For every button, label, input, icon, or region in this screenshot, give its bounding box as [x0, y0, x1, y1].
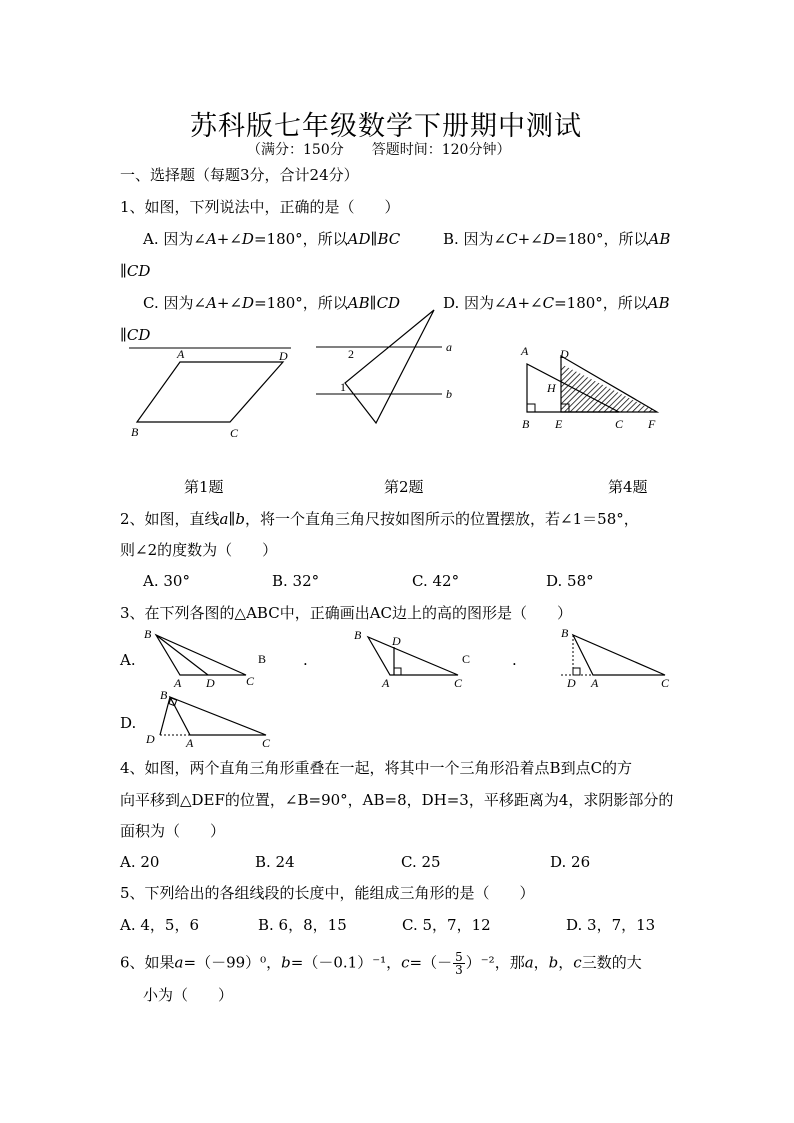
q3-stem: 3、在下列各图的△ABC中，正确画出AC边上的高的图形是（ ） — [120, 604, 573, 622]
q2-option-b: B. 32° — [272, 572, 320, 590]
q3d-label-a: A — [186, 736, 194, 750]
q2-stem-line1: 2、如图，直线a∥b，将一个直角三角尺按如图所示的位置摆放，若∠1＝58°， — [120, 510, 639, 528]
fig4-label-c: C — [615, 417, 624, 431]
q3-option-d-label: D. — [120, 714, 137, 732]
q6-fraction: $\frac{5}{3}$ — [455, 950, 463, 977]
q1-option-d-cont: ∥CD — [120, 326, 151, 344]
q3b-option-c-label: C — [462, 652, 471, 666]
q3b-label-c: C — [454, 676, 463, 689]
fig1-label-c: C — [230, 426, 239, 440]
q5-option-c: C. 5，7，12 — [402, 916, 491, 934]
q4-option-d: D. 26 — [550, 853, 591, 871]
q3c-label-c: C — [661, 676, 670, 689]
q3-separator-c: . — [512, 651, 517, 669]
q2-stem-line2: 则∠2的度数为（ ） — [120, 541, 278, 559]
q3b-label-a: A — [382, 676, 390, 689]
q3d-label-c: C — [262, 736, 271, 750]
fig2-angle-1: 1 — [340, 380, 346, 394]
q5-option-d: D. 3，7，13 — [566, 916, 656, 934]
q3-figure-a — [140, 625, 280, 689]
q3-separator-b: . — [303, 651, 308, 669]
caption-figure-1: 第1题 — [184, 478, 224, 496]
q3d-label-d: D — [146, 732, 155, 746]
fig4-label-a: A — [521, 344, 529, 358]
q1-option-a: A. 因为∠A+∠D=180°，所以AD∥BC — [143, 230, 401, 248]
q3-option-a-label: A. — [120, 651, 136, 669]
q4-option-b: B. 24 — [255, 853, 295, 871]
q3c-label-d: D — [567, 676, 576, 689]
q2-option-c: C. 42° — [412, 572, 460, 590]
fig1-label-a: A — [177, 347, 185, 361]
q5-stem: 5、下列给出的各组线段的长度中，能组成三角形的是（ ） — [120, 884, 535, 902]
q2-option-a: A. 30° — [143, 572, 190, 590]
q3c-label-a: A — [591, 676, 599, 689]
q1-option-b: B. 因为∠C+∠D=180°，所以AB — [443, 230, 671, 248]
fig4-label-h: H — [547, 381, 556, 395]
q6-stem-line2: 小为（ ） — [143, 986, 234, 1004]
q3a-option-b-label: B — [258, 652, 267, 666]
fig4-label-e: E — [555, 417, 563, 431]
q4-stem-line3: 面积为（ ） — [120, 822, 226, 840]
q1-option-b-cont: ∥CD — [120, 262, 151, 280]
section-heading: 一、选择题（每题3分，合计24分） — [120, 166, 359, 184]
q2-option-d: D. 58° — [546, 572, 594, 590]
q6-stem-line1: 6、如果a=（－99）⁰，b=（－0.1）⁻¹，c=（－ $\frac{5}{3}$ ）⁻²，那a，b，c三数的大 — [120, 950, 642, 977]
caption-figure-2: 第2题 — [384, 478, 424, 496]
fig1-label-d: D — [279, 349, 288, 363]
q1-option-d: D. 因为∠A+∠C=180°，所以AB — [443, 294, 670, 312]
q3-figure-b — [350, 625, 490, 689]
fig4-label-f: F — [648, 417, 656, 431]
q4-stem-line2: 向平移到△DEF的位置，∠B=90°，AB=8，DH=3，平移距离为4，求阴影部分的 — [120, 791, 674, 809]
q3a-label-c: C — [246, 674, 255, 688]
q3d-label-b: B — [160, 688, 168, 702]
q3c-label-b: B — [561, 626, 569, 640]
q3a-label-d: D — [206, 676, 215, 689]
q4-option-a: A. 20 — [120, 853, 160, 871]
q3-figure-c — [555, 625, 680, 689]
figure-4-triangles — [515, 342, 670, 432]
q3a-label-b: B — [144, 627, 152, 641]
q3b-label-b: B — [354, 628, 362, 642]
q3a-label-a: A — [174, 676, 182, 689]
q3b-label-d: D — [392, 634, 401, 648]
q1-option-c: C. 因为∠A+∠D=180°，所以AB∥CD — [143, 294, 401, 312]
fig2-angle-2: 2 — [348, 347, 354, 361]
figure-2-parallel-lines — [310, 305, 470, 435]
q3-figure-d — [140, 685, 280, 753]
fig2-label-b: b — [446, 387, 452, 401]
q4-stem-line1: 4、如图，两个直角三角形重叠在一起，将其中一个三角形沿着点B到点C的方 — [120, 759, 633, 777]
fig2-label-a: a — [446, 340, 452, 354]
q1-stem: 1、如图，下列说法中，正确的是（ ） — [120, 198, 400, 216]
page-subtitle: （满分：150分 答题时间：120分钟） — [247, 142, 511, 158]
fig1-label-b: B — [131, 425, 139, 439]
figure-1-parallelogram — [125, 340, 295, 440]
q5-option-a: A. 4，5，6 — [120, 916, 199, 934]
caption-figure-4: 第4题 — [608, 478, 648, 496]
page-title: 苏科版七年级数学下册期中测试 — [190, 111, 582, 142]
fig4-label-d: D — [560, 347, 569, 361]
q5-option-b: B. 6，8，15 — [258, 916, 347, 934]
q4-option-c: C. 25 — [401, 853, 441, 871]
fig4-label-b: B — [522, 417, 530, 431]
